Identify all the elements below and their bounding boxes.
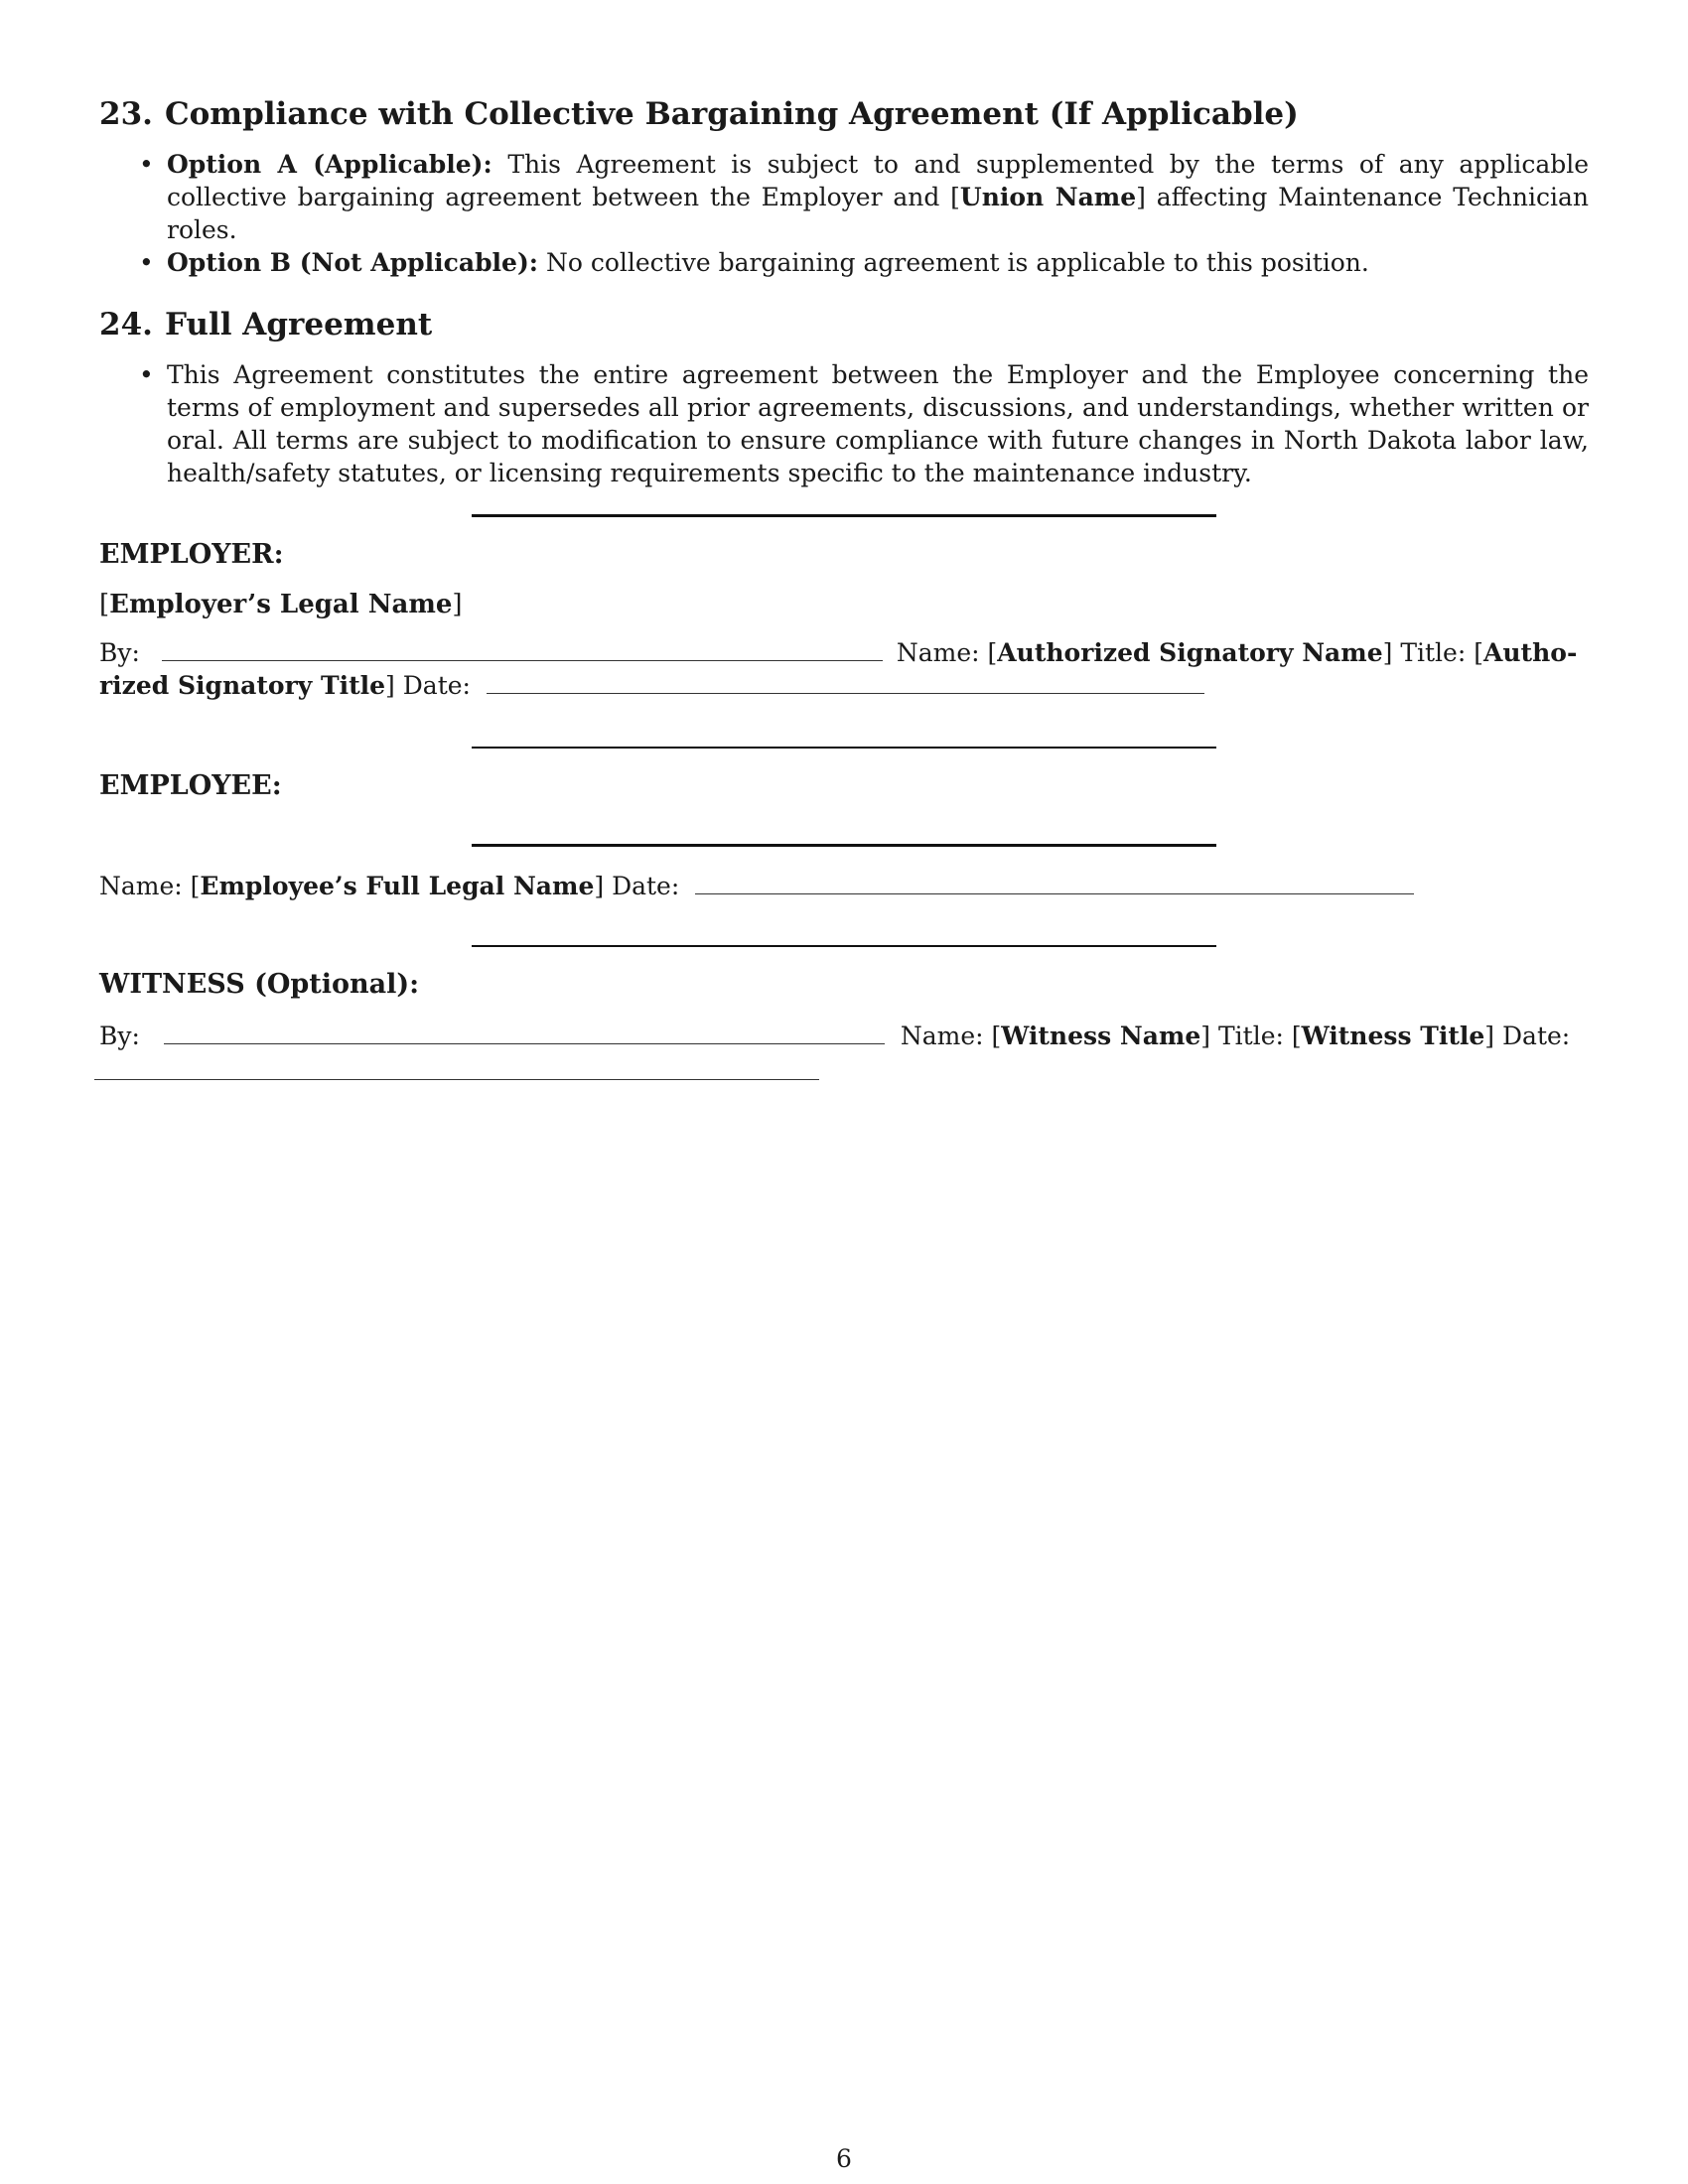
list-item: • Option A (Applicable): This Agreement is subject to and supplemented by the terms of any applicable collective bargaining agreement between the Employer and [Union Name] affecting Maintenance Technician roles. (167, 148, 1589, 246)
witness-signature-line: By: Name: [Witness Name] Title: [Witness Title] Date: (99, 1022, 1571, 1050)
witness-signature-blank[interactable] (164, 1022, 885, 1044)
divider-rule (472, 747, 1216, 749)
list-item: • Option B (Not Applicable): No collective bargaining agreement is applicable to this position. (167, 246, 1589, 279)
employee-heading: EMPLOYEE: (99, 770, 282, 801)
employer-title-date-line: rized Signatory Title] Date: (99, 669, 1204, 703)
page-number: 6 (836, 2144, 852, 2173)
employer-date-blank[interactable] (487, 671, 1204, 694)
witness-heading: WITNESS (Optional): (99, 969, 420, 1000)
witness-title-placeholder: Witness Title (1301, 1022, 1485, 1050)
section-23-list (99, 148, 1589, 279)
section-number: 23. (99, 96, 153, 132)
list-item: • This Agreement constitutes the entire agreement between the Employer and the Employee concerning the terms of employment and supersedes all prior agreements, discussions, and understandings, whether written or oral. All terms are subject to modification to ensure compliance with future changes in North Dakota labor law, health/safety statutes, or licensing requirements specific to the maintenance industry. (167, 358, 1589, 489)
section-title: Compliance with Collective Bargaining Agreement (If Applicable) (164, 96, 1299, 132)
union-name-placeholder: Union Name (959, 183, 1137, 211)
section-title: Full Agreement (164, 307, 433, 342)
witness-date-blank[interactable] (94, 1057, 819, 1080)
document-page (99, 94, 1589, 489)
divider-rule (472, 514, 1216, 517)
employee-name-date-line: Name: [Employee’s Full Legal Name] Date: (99, 870, 1414, 903)
employer-signature-line: By: Name: [Authorized Signatory Name] Title: [Autho- (99, 638, 1578, 667)
section-23-heading (99, 94, 1589, 134)
employer-signature-blank[interactable] (162, 638, 883, 661)
employee-date-blank[interactable] (695, 872, 1414, 894)
employer-heading: EMPLOYER: (99, 539, 284, 570)
section-24-heading (99, 305, 1589, 344)
witness-name-placeholder: Witness Name (1001, 1022, 1201, 1050)
section-24-list (99, 358, 1589, 489)
employee-signature-rule[interactable] (472, 844, 1216, 847)
signatory-name-placeholder: Authorized Signatory Name (997, 638, 1383, 667)
employee-name-placeholder: Employee’s Full Legal Name (200, 872, 595, 900)
employer-legal-name: [Employer’s Legal Name] (99, 590, 463, 619)
divider-rule (472, 945, 1216, 947)
section-number: 24. (99, 307, 153, 342)
